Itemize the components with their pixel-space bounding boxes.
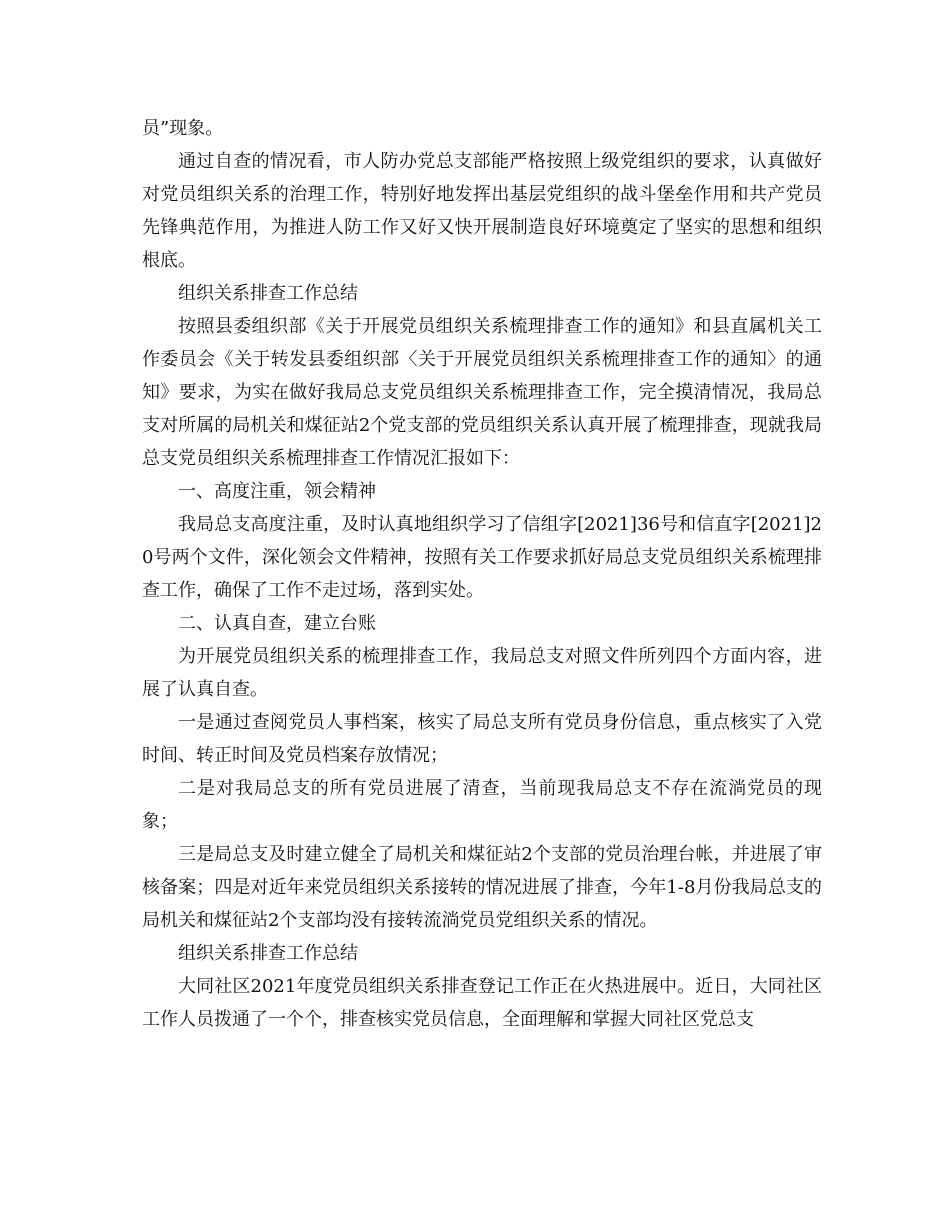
section-title-1: 组织关系排查工作总结 bbox=[178, 283, 358, 304]
paragraph-self-check: 为开展党员组织关系的梳理排查工作，我局总支对照文件所列四个方面内容，进展了认真自查。 bbox=[142, 646, 822, 700]
paragraph-self-check-summary: 通过自查的情况看，市人防办党总支部能严格按照上级党组织的要求，认真做好对党员组织关系的治理工作，特别好地发挥出基层党组织的战斗堡垒作用和共产党员先锋典范作用，为推进人防工作又好又快开展制造良好环境奠定了坚实的思想和组织根底。 bbox=[142, 151, 822, 271]
paragraph-intro: 按照县委组织部《关于开展党员组织关系梳理排查工作的通知》和县直属机关工作委员会《关于转发县委组织部〈关于开展党员组织关系梳理排查工作的通知〉的通知》要求，为实在做好我局总支党员组织关系梳理排查工作，完全摸清情况，我局总支对所属的局机关和煤征站2个党支部的党员组织关系认真开展了梳理排查，现就我局总支党员组织关系梳理排查工作情况汇报如下： bbox=[142, 316, 822, 469]
document-body bbox=[142, 112, 822, 1036]
paragraph-item-2: 二是对我局总支的所有党员进展了清查，当前现我局总支不存在流淌党员的现象； bbox=[142, 778, 822, 832]
paragraph-continuation: 员”现象。 bbox=[142, 118, 224, 139]
section-heading-2: 二、认真自查，建立台账 bbox=[178, 613, 376, 634]
paragraph-datong: 大同社区2021年度党员组织关系排查登记工作正在火热进展中。近日，大同社区工作人员拨通了一个个，排查核实党员信息，全面理解和掌握大同社区党总支 bbox=[142, 976, 822, 1030]
section-heading-1: 一、高度注重，领会精神 bbox=[178, 481, 376, 502]
paragraph-item-3-4: 三是局总支及时建立健全了局机关和煤征站2个支部的党员治理台帐，并进展了审核备案；四是对近年来党员组织关系接转的情况进展了排查，今年1-8月份我局总支的局机关和煤征站2个支部均没有接转流淌党员党组织关系的情况。 bbox=[142, 844, 822, 931]
paragraph-item-1: 一是通过查阅党员人事档案，核实了局总支所有党员身份信息，重点核实了入党时间、转正时间及党员档案存放情况； bbox=[142, 712, 822, 766]
paragraph-study: 我局总支高度注重，及时认真地组织学习了信组字[2021]36号和信直字[2021]20号两个文件，深化领会文件精神，按照有关工作要求抓好局总支党员组织关系梳理排查工作，确保了工作不走过场，落到实处。 bbox=[142, 514, 822, 601]
section-title-2: 组织关系排查工作总结 bbox=[178, 943, 358, 964]
